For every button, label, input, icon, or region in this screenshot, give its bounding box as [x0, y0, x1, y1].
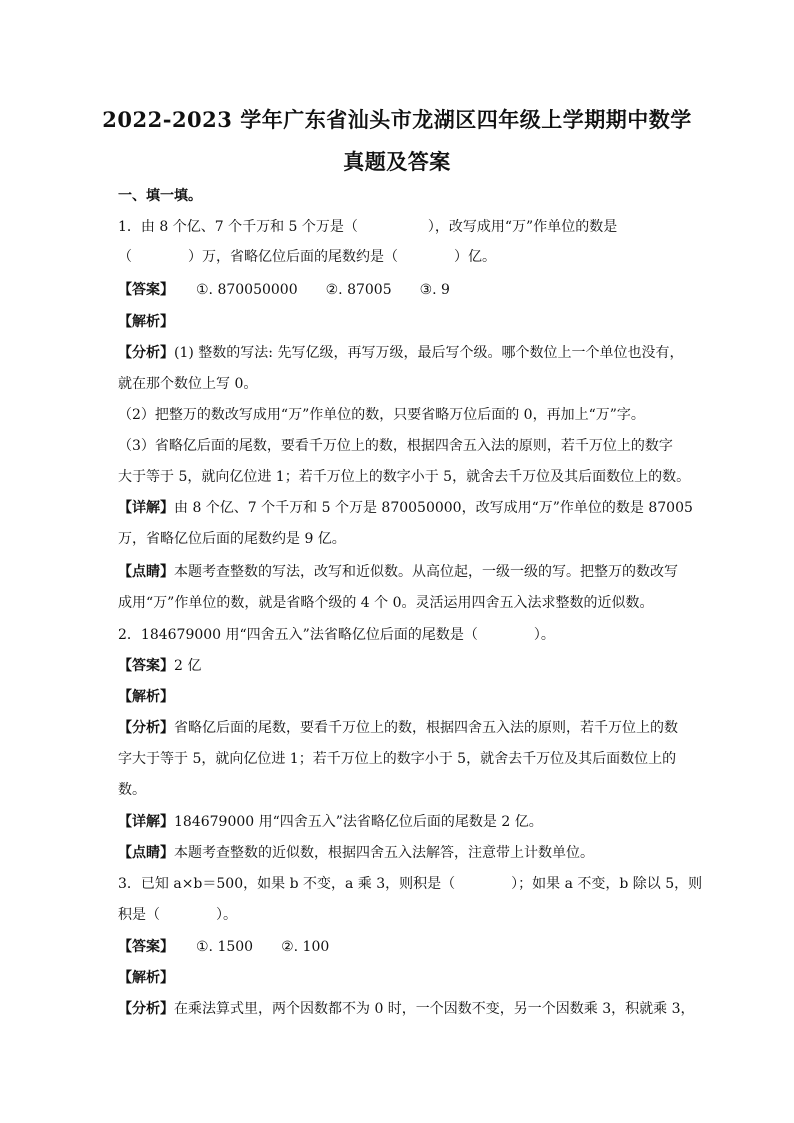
document-title-line2: 真题及答案 — [343, 149, 451, 174]
document-title-line1: 2022-2023 学年广东省汕头市龙湖区四年级上学期期中数学 — [102, 107, 692, 132]
answer-tag: 【答案】 — [118, 939, 174, 955]
q1-analysis-tag: 【解析】 — [118, 314, 174, 330]
q1-stem-line1: 1．由 8 个亿、7 个千万和 5 个万是（ ），改写成用“万”作单位的数是 — [118, 219, 618, 235]
q2-fenxi-row — [118, 719, 678, 737]
q2-detail: 184679000 用“四舍五入”法省略亿位后面的尾数是 2 亿。 — [174, 814, 543, 830]
answer-tag: 【答案】 — [118, 658, 174, 674]
q3-fenxi-a: 在乘法算式里，两个因数都不为 0 时，一个因数不变，另一个因数乘 3，积就乘 3， — [174, 1001, 695, 1017]
q3-stem-line2: 积是（ ）。 — [118, 907, 237, 923]
q3-answer-row — [118, 938, 329, 956]
q2-detail-row — [118, 813, 543, 831]
fenxi-tag: 【分析】 — [118, 1001, 174, 1017]
q1-dianjing-a: 本题考查整数的写法，改写和近似数。从高位起，一级一级的写。把整万的数改写 — [174, 564, 678, 580]
dianjing-tag: 【点睛】 — [118, 564, 174, 580]
q2-fenxi-a: 省略亿后面的尾数，要看千万位上的数，根据四舍五入法的原则，若千万位上的数 — [174, 720, 678, 736]
q2-answer: 2 亿 — [174, 658, 202, 674]
section-heading: 一、填一填。 — [118, 188, 202, 204]
answer-tag: 【答案】 — [118, 282, 174, 298]
q2-fenxi-b: 字大于等于 5，就向亿位进 1；若千万位上的数字小于 5，就舍去千万位及其后面数位上的 — [118, 751, 677, 767]
q2-dianjing-row — [118, 844, 594, 862]
detail-tag: 【详解】 — [118, 814, 174, 830]
q2-dianjing: 本题考查整数的近似数，根据四舍五入法解答，注意带上计数单位。 — [174, 845, 594, 861]
q3-stem-line1: 3．已知 a×b＝500，如果 b 不变，a 乘 3，则积是（ ）；如果 a 不变，b 除以 5，则 — [118, 876, 703, 892]
q2-analysis-tag: 【解析】 — [118, 689, 174, 705]
q3-analysis-tag: 【解析】 — [118, 970, 174, 986]
q2-fenxi-c: 数。 — [118, 782, 146, 798]
q3-fenxi-row — [118, 1000, 695, 1018]
q2-answer-row — [118, 657, 201, 675]
q1-stem-line2: （ ）万，省略亿位后面的尾数约是（ ）亿。 — [118, 249, 496, 265]
q3-answer: ①. 1500 ②. 100 — [196, 939, 330, 955]
q1-detail-b: 万，省略亿位后面的尾数约是 9 亿。 — [118, 531, 346, 547]
q1-detail-a: 由 8 个亿、7 个千万和 5 个万是 870050000，改写成用“万”作单位的数是 87005 — [174, 500, 693, 516]
q1-detail-row — [118, 499, 693, 517]
q1-dianjing-row — [118, 563, 678, 581]
dianjing-tag: 【点睛】 — [118, 845, 174, 861]
q1-fenxi-row1 — [118, 344, 683, 362]
q1-fenxi-3b: 大于等于 5，就向亿位进 1；若千万位上的数字小于 5，就舍去千万位及其后面数位上的数。 — [118, 469, 691, 485]
detail-tag: 【详解】 — [118, 500, 174, 516]
q1-fenxi-1a: (1) 整数的写法: 先写亿级，再写万级，最后写个级。哪个数位上一个单位也没有， — [174, 345, 684, 361]
q1-fenxi-1b: 就在那个数位上写 0。 — [118, 376, 258, 392]
q1-fenxi-3a: （3）省略亿后面的尾数，要看千万位上的数，根据四舍五入法的原则，若千万位上的数字 — [118, 438, 673, 454]
fenxi-tag: 【分析】 — [118, 720, 174, 736]
q1-fenxi-2: （2）把整万的数改写成用“万”作单位的数，只要省略万位后面的 0，再加上“万”字。 — [118, 407, 645, 423]
q1-answer: ①. 870050000 ②. 87005 ③. 9 — [196, 282, 450, 298]
q1-answer-row — [118, 281, 450, 299]
q2-stem: 2．184679000 用“四舍五入”法省略亿位后面的尾数是（ ）。 — [118, 627, 555, 643]
fenxi-tag: 【分析】 — [118, 345, 174, 361]
q1-dianjing-b: 成用“万”作单位的数，就是省略个级的 4 个 0。灵活运用四舍五入法求整数的近似数。 — [118, 595, 654, 611]
